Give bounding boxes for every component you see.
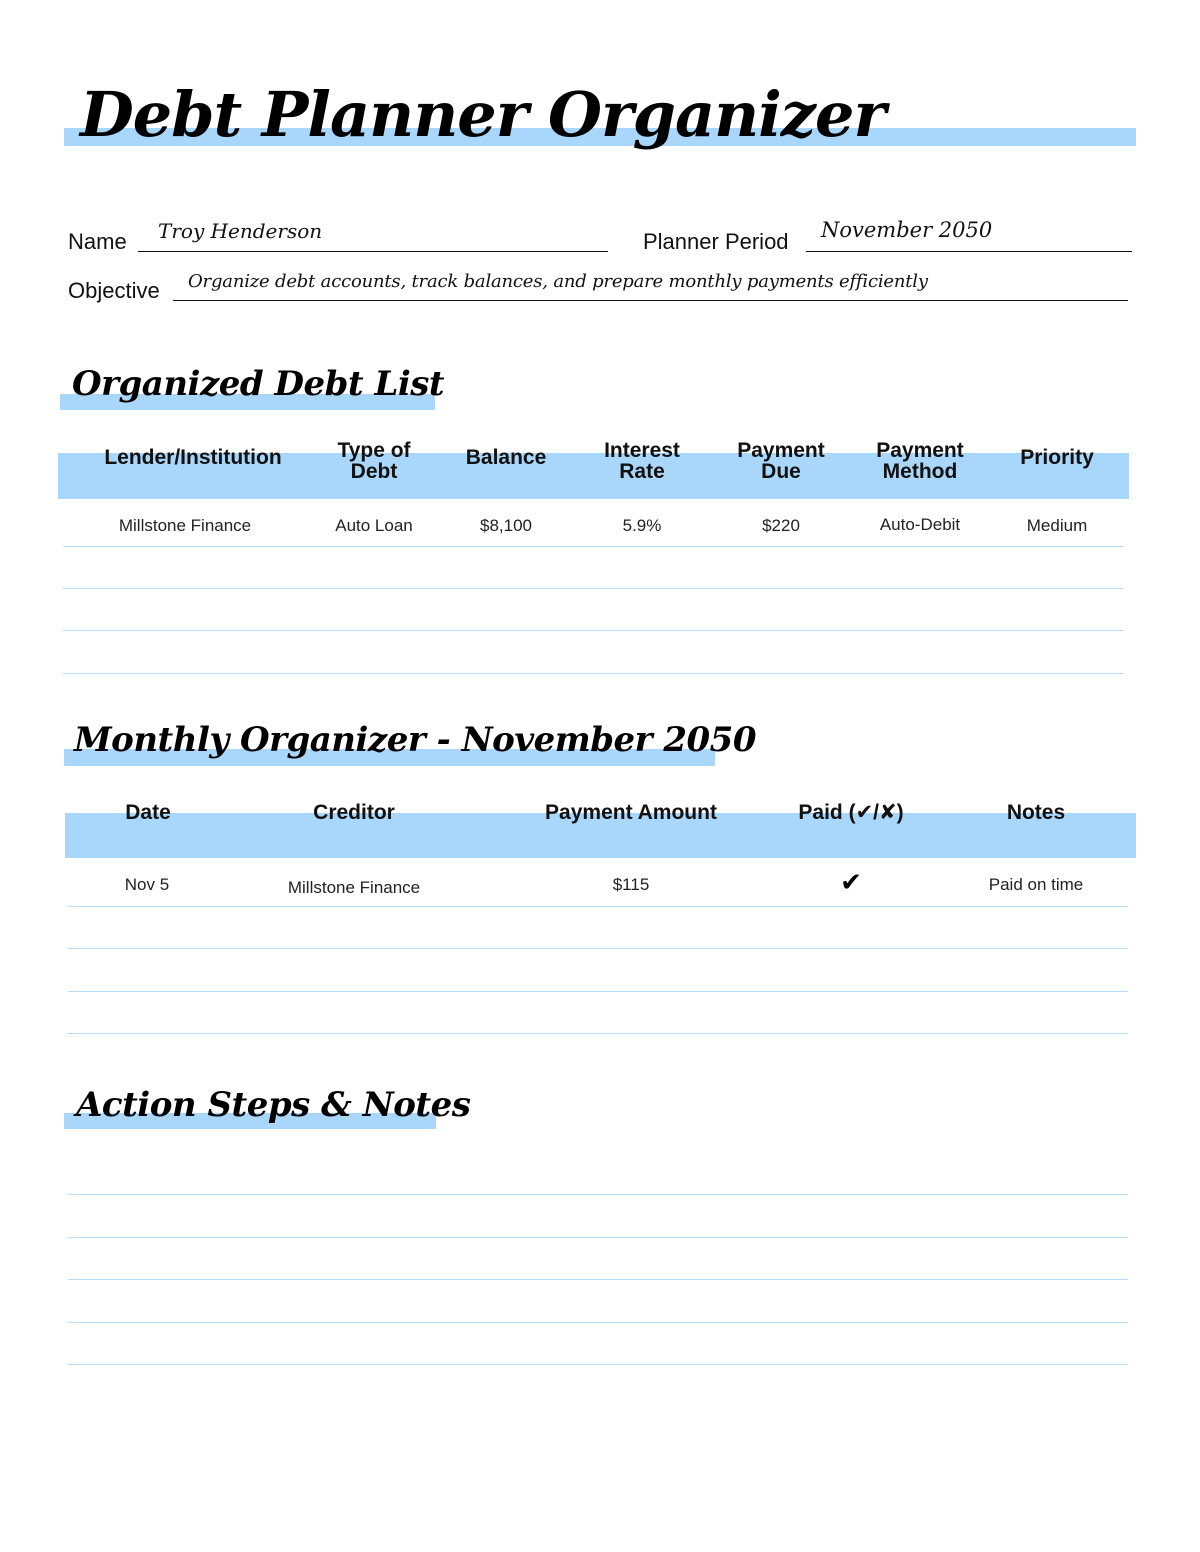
period-underline <box>806 251 1132 252</box>
col-method-line2: Method <box>882 460 958 483</box>
page-title: Debt Planner Organizer <box>80 78 886 151</box>
col-type-line1: Type of <box>337 439 411 462</box>
col-lender-label: Lender/Institution <box>104 446 282 469</box>
col-paid: Paid (✔/✘) <box>798 801 904 824</box>
col-due-line2: Due <box>761 460 801 483</box>
col-due <box>721 440 841 482</box>
notes-line[interactable] <box>68 1194 1128 1195</box>
debt-row-line <box>63 588 1124 589</box>
objective-underline <box>173 300 1128 301</box>
col-notes: Notes <box>1006 801 1066 824</box>
cell-balance: $8,100 <box>480 516 532 535</box>
name-label: Name <box>68 229 127 254</box>
monthly-row-line <box>68 991 1128 992</box>
cell-due: $220 <box>762 516 800 535</box>
col-priority-label: Priority <box>1020 446 1094 469</box>
cell-method: Auto-Debit <box>879 515 961 534</box>
objective-field[interactable]: Organize debt accounts, track balances, and prepare monthly payments efficiently <box>188 271 928 292</box>
col-creditor: Creditor <box>313 801 395 824</box>
monthly-row-line <box>68 906 1128 907</box>
notes-line[interactable] <box>68 1322 1128 1323</box>
cell-type: Auto Loan <box>335 516 413 535</box>
cell-notes: Paid on time <box>988 875 1084 894</box>
col-balance-label: Balance <box>465 446 547 469</box>
cell-priority: Medium <box>1026 516 1088 535</box>
col-due-line1: Payment <box>737 439 825 462</box>
col-lender <box>88 447 298 468</box>
period-field[interactable]: November 2050 <box>821 218 993 242</box>
notes-line[interactable] <box>68 1279 1128 1280</box>
monthly-heading: Monthly Organizer - November 2050 <box>74 720 756 760</box>
debt-row-line <box>63 673 1124 674</box>
cell-creditor: Millstone Finance <box>287 878 421 897</box>
col-type <box>314 440 434 482</box>
col-method-line1: Payment <box>876 439 964 462</box>
col-rate-line1: Interest <box>604 439 680 462</box>
action-heading: Action Steps & Notes <box>76 1085 471 1125</box>
cell-date: Nov 5 <box>124 875 170 894</box>
check-icon: ✔ <box>840 867 862 897</box>
debt-list-heading: Organized Debt List <box>72 364 445 404</box>
name-field[interactable]: Troy Henderson <box>158 219 323 243</box>
col-date: Date <box>125 801 171 824</box>
cell-lender: Millstone Finance <box>118 516 252 535</box>
notes-line[interactable] <box>68 1364 1128 1365</box>
notes-line[interactable] <box>68 1237 1128 1238</box>
col-method <box>860 440 980 482</box>
col-balance <box>446 447 566 468</box>
col-amount: Payment Amount <box>545 801 717 824</box>
col-priority <box>997 447 1117 468</box>
cell-rate: 5.9% <box>622 516 662 535</box>
objective-label: Objective <box>68 278 160 303</box>
name-underline <box>138 251 608 252</box>
col-type-line2: Debt <box>350 460 398 483</box>
cell-amount: $115 <box>612 875 650 894</box>
monthly-row-line <box>68 948 1128 949</box>
debt-row-line <box>63 630 1124 631</box>
col-rate-line2: Rate <box>619 460 665 483</box>
monthly-row-line <box>68 1033 1128 1034</box>
period-label: Planner Period <box>643 229 789 254</box>
debt-row-line <box>63 546 1124 547</box>
col-rate <box>582 440 702 482</box>
